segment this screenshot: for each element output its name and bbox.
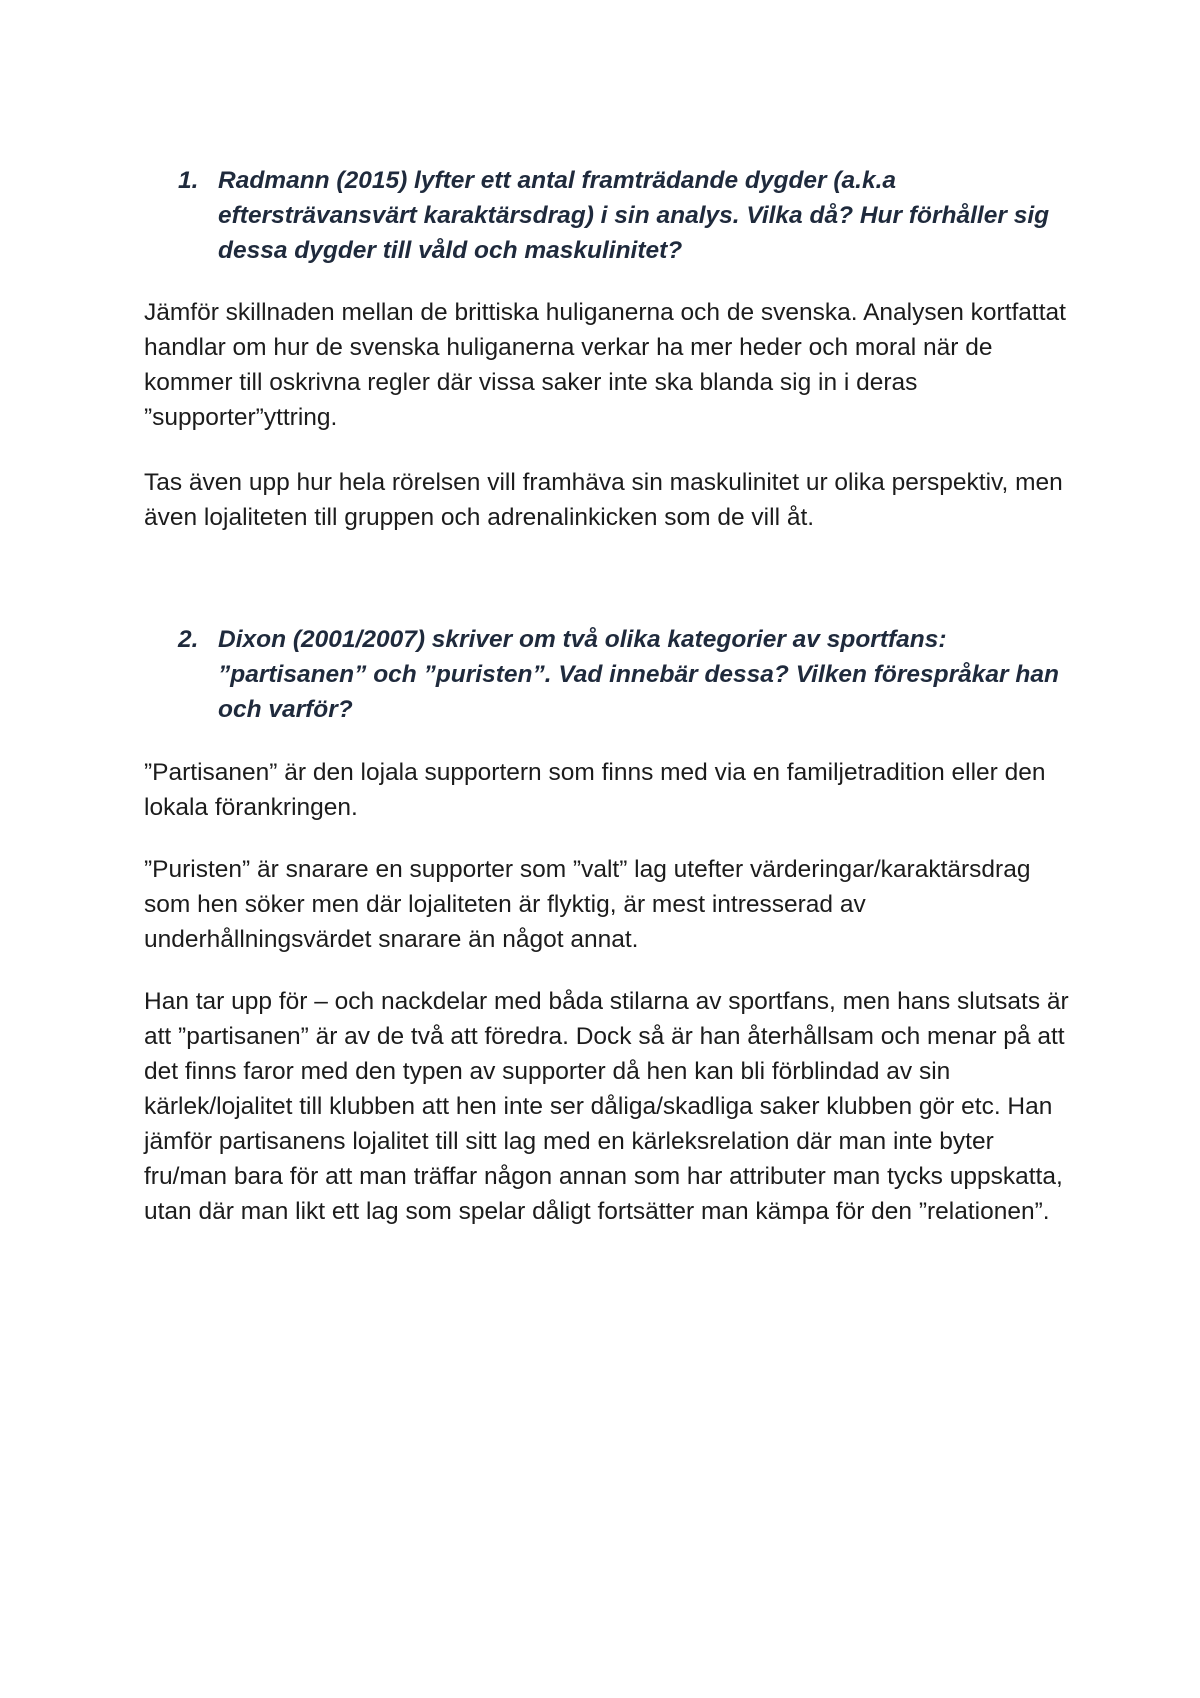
question-1-number: 1.	[178, 167, 199, 194]
answer-2-paragraph-1: ”Partisanen” är den lojala supportern som finns med via en familjetradition eller den lokala förankringen.	[144, 759, 1046, 821]
question-1-text: Radmann (2015) lyfter ett antal framträdande dygder (a.k.a eftersträvansvärt karaktärsdrag) i sin analys. Vilka då? Hur förhåller sig dessa dygder till våld och maskulinitet?	[218, 167, 1050, 264]
answer-1-paragraph-1: Jämför skillnaden mellan de brittiska huliganerna och de svenska. Analysen kortfattat handlar om hur de svenska huliganerna verkar ha mer heder och moral när de kommer till oskrivna regler där vissa saker inte ska blanda sig in i deras ”supporter”yttring.	[144, 299, 1066, 431]
answer-2-paragraph-2: ”Puristen” är snarare en supporter som ”valt” lag utefter värderingar/karaktärsdrag som hen söker men där lojaliteten är flyktig, är mest intresserad av underhållningsvärdet snarare än något annat.	[144, 856, 1031, 953]
question-2	[178, 622, 1078, 727]
answer-2-paragraph-3: Han tar upp för – och nackdelar med båda stilarna av sportfans, men hans slutsats är att ”partisanen” är av de två att föredra. Dock så är han återhållsam och menar på att det finns faror med den typen av supporter då hen kan bli förblindad av sin kärlek/lojalitet till klubben att hen inte ser dåliga/skadliga saker klubben gör etc. Han jämför partisanens lojalitet till sitt lag med en kärleksrelation där man inte byter fru/man bara för att man träffar någon annan som har attributer man tycks uppskatta, utan där man likt ett lag som spelar dåligt fortsätter man kämpa för den ”relationen”.	[144, 988, 1069, 1225]
question-1	[178, 163, 1078, 268]
question-2-text: Dixon (2001/2007) skriver om två olika kategorier av sportfans: ”partisanen” och ”puristen”. Vad innebär dessa? Vilken förespråkar han och varför?	[218, 626, 1059, 723]
answer-1-paragraph-2: Tas även upp hur hela rörelsen vill framhäva sin maskulinitet ur olika perspektiv, men även lojaliteten till gruppen och adrenalinkicken som de vill åt.	[144, 469, 1063, 531]
question-2-number: 2.	[178, 626, 199, 653]
